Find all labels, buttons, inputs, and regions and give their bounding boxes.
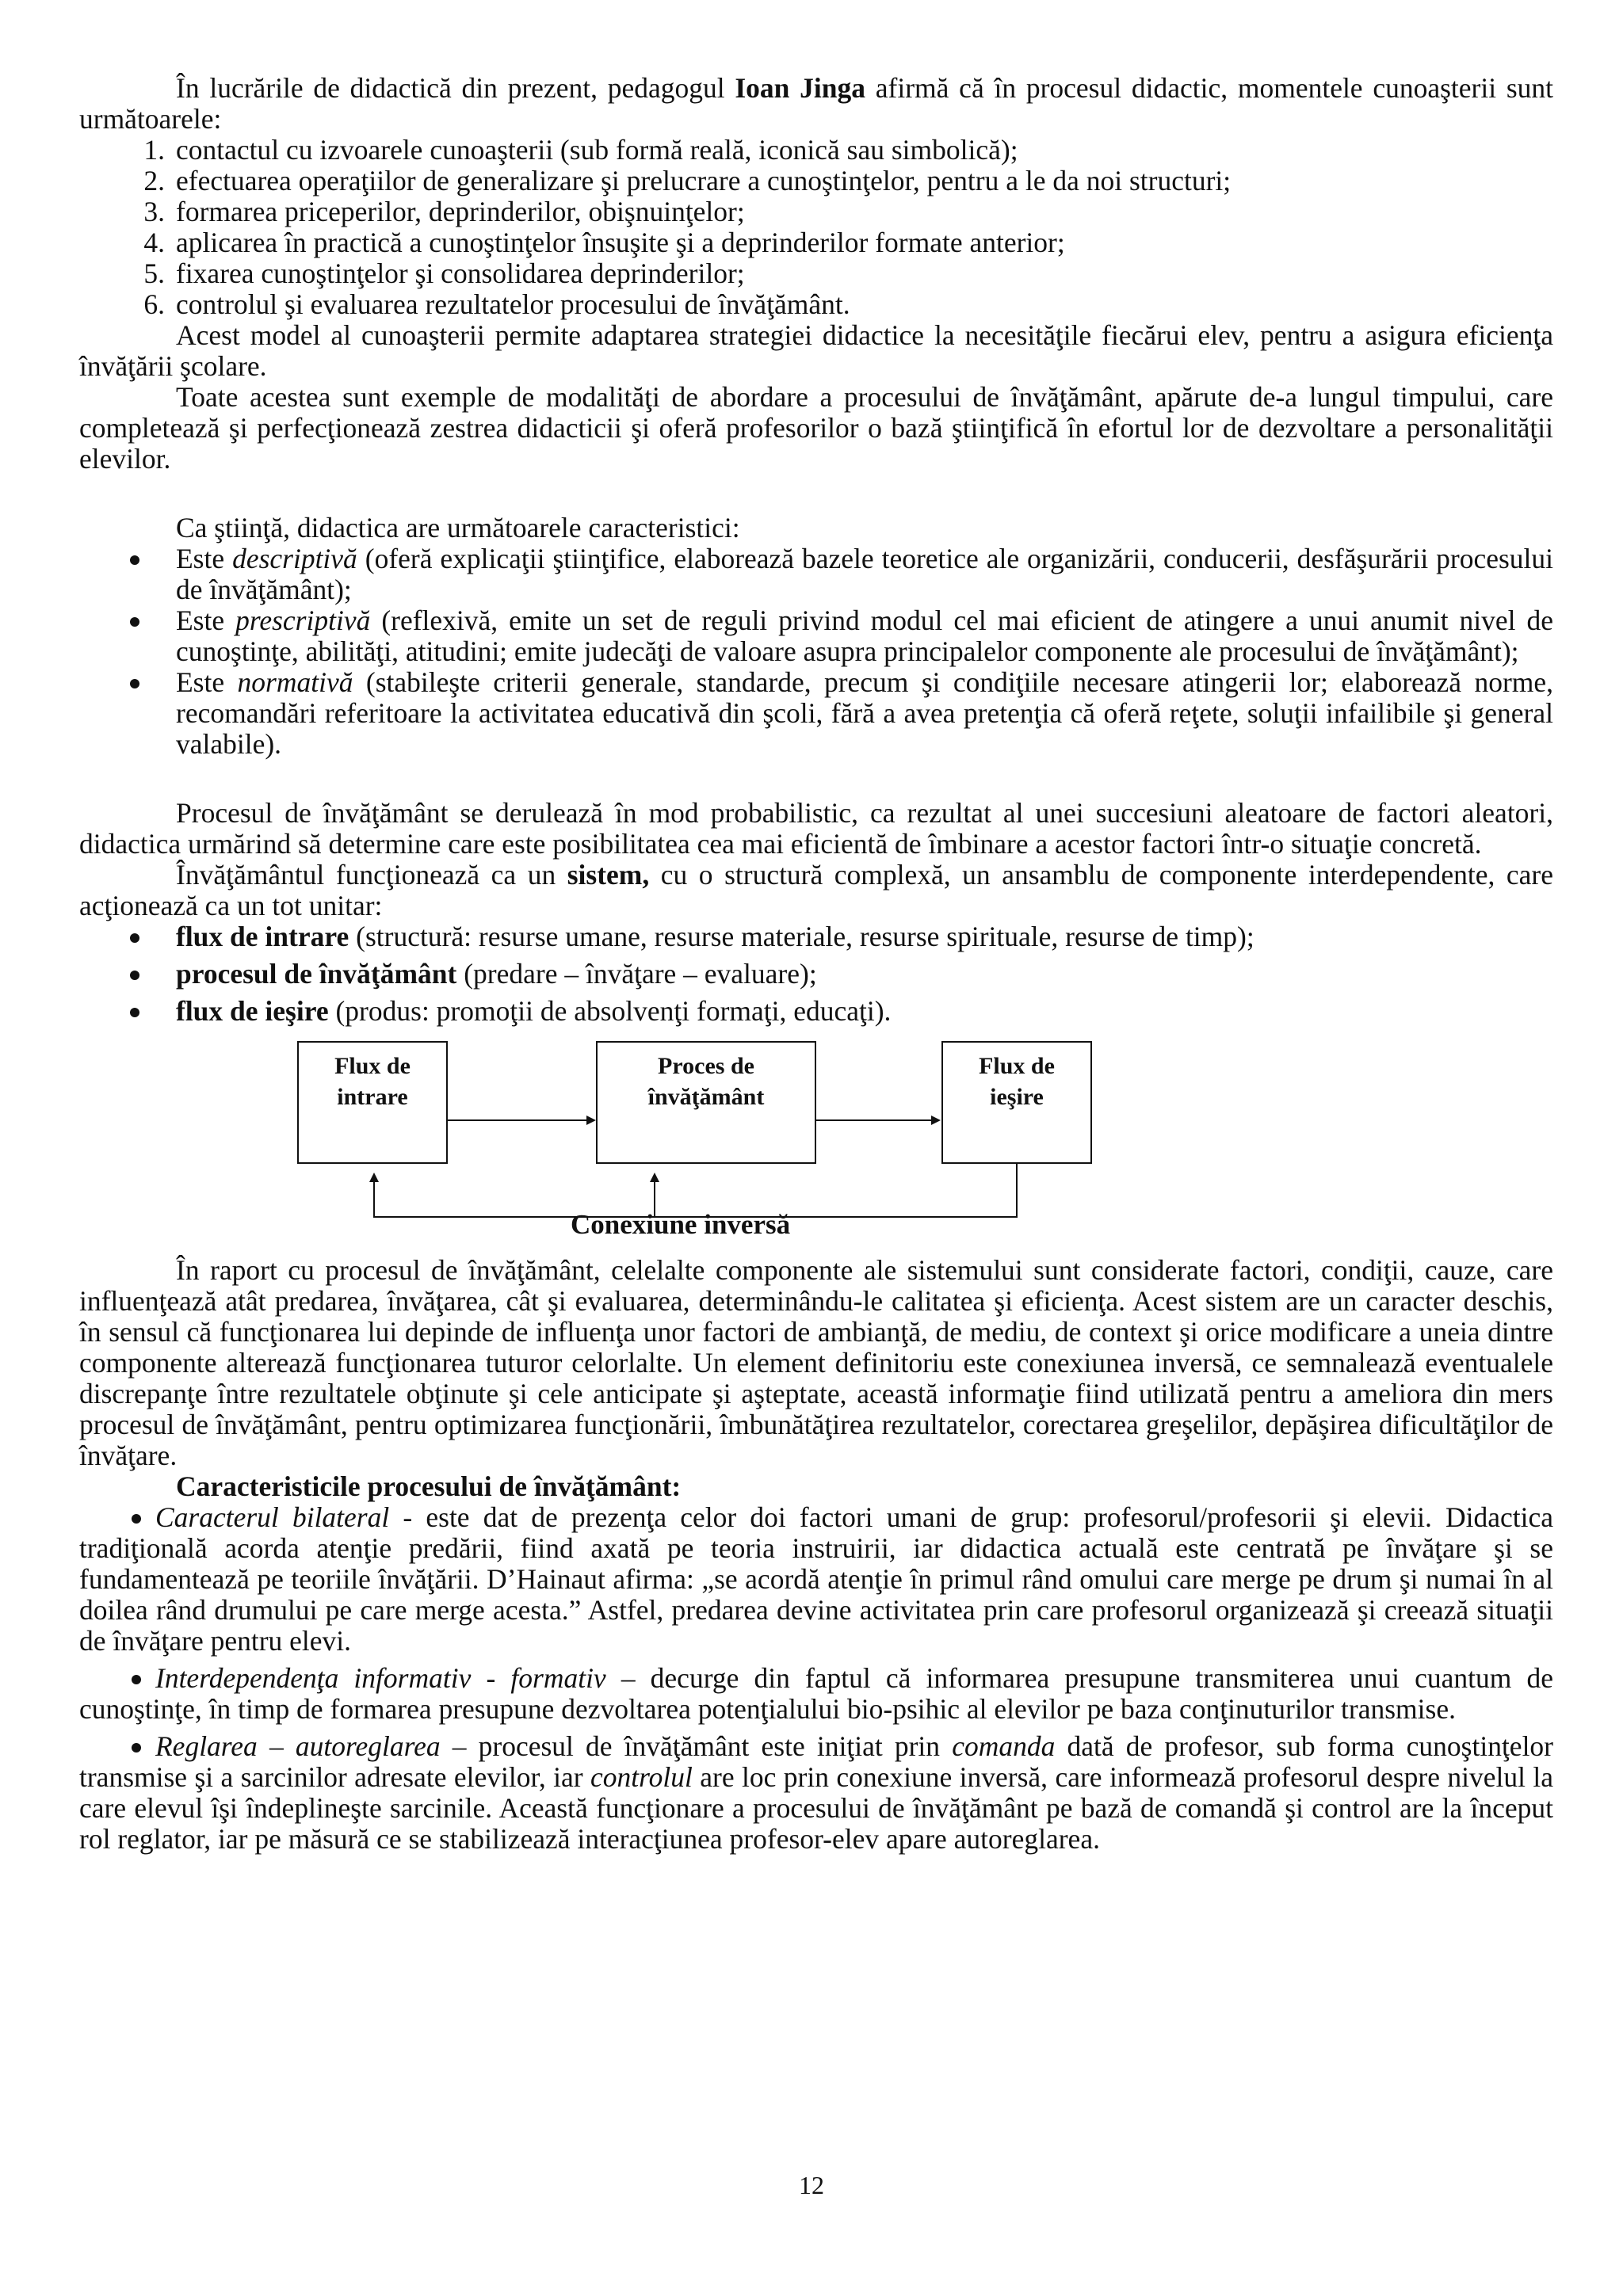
bullet-icon xyxy=(79,959,176,990)
paragraph: Acest model al cunoaşterii permite adaptarea strategiei didactice la necesităţile fiecărui elev, pentru a asigura eficienţa învăţării şcolare. xyxy=(79,319,1553,382)
output-flow-box: Flux de ieşire xyxy=(941,1041,1092,1164)
list-item: Este prescriptivă (reflexivă, emite un set de reguli privind modul cel mai eficient de atingere a unui anumit nivel de cunoştinţe, abilităţi, atitudini; emite judecăţi de valoare asupra principalelor componente ale procesului de învăţământ); xyxy=(79,605,1553,667)
list-item: Este normativă (stabileşte criterii generale, standarde, precum şi condiţiile necesare atingerii lor; elaborează norme, recomandări referitoare la activitatea educativă din şcoli, fără a avea pretenţia că oferă reţete, soluţii infailibile şi general valabile). xyxy=(79,667,1553,760)
characteristic-bilateral: Caracterul bilateral - este dat de prezenţa celor doi factori umani de grup: profesorul/profesorii şi elevii. Didactica tradiţională acorda atenţie predării, fiind axată pe teoria instruirii, iar didactica actuală este centrată pe învăţare şi se fundamentează pe teoriile învăţării. D’Hainaut afirma: „se acordă atenţie în primul rând omului care merge pe drum şi numai în al doilea rând drumului pe care merge acesta.” Astfel, predarea devine activitatea prin care profesorul organizează şi creează situaţii de învăţare pentru elevi. xyxy=(79,1501,1553,1657)
knowledge-moments-list xyxy=(79,135,1553,320)
intro-paragraph xyxy=(79,73,1553,135)
paragraph: Învăţământul funcţionează ca un sistem, cu o structură complexă, un ansamblu de componente interdependente, care acţionează ca un tot unitar: xyxy=(79,859,1553,921)
author-name: Ioan Jinga xyxy=(735,72,866,104)
paragraph: În raport cu procesul de învăţământ, celelalte componente ale sistemului sunt considerate factori, condiţii, cauze, care influenţează atât predarea, învăţarea, cât şi evaluarea, determinându-le calitatea şi eficienţa. Acest sistem are un caracter deschis, în sensul că funcţionarea lui depinde de influenţa unor factori de ambianţă, de mediu, de context şi orice modificare a uneia dintre componente alterează funcţionarea tuturor celorlalte. Un element definitoriu este conexiunea inversă, ce semnalează eventualele discrepanţe între rezultatele obţinute şi cele anticipate şi aşteptate, această informaţie fiind utilizată pentru a ameliora din mers procesul de învăţământ, pentru optimizarea funcţionării, îmbunătăţirea rezultatelor, corectarea greşelilor, depăşirea dificultăţilor de învăţare. xyxy=(79,1254,1553,1471)
feedback-label: Conexiune inversă xyxy=(571,1209,791,1240)
bullet-icon xyxy=(132,1675,141,1684)
list-item: 1. contactul cu izvoarele cunoaşterii (sub formă reală, iconică sau simbolică); xyxy=(143,134,1018,166)
document-page xyxy=(79,73,1553,1855)
list-item: 3. formarea priceperilor, deprinderilor, obişnuinţelor; xyxy=(143,196,745,227)
bullet-icon xyxy=(79,996,176,1027)
characteristic-interdependence: Interdependenţa informativ - formativ – decurge din faptul că informarea presupune transmiterea unui cuantum de cunoştinţe, în timp de formarea presupune dezvoltarea potenţialului bio-psihic al elevilor pe baza conţinuturilor transmise. xyxy=(79,1662,1553,1725)
list-item: Este descriptivă (oferă explicaţii ştiinţifice, elaborează bazele teoretice ale organizării, conducerii, desfăşurării procesului de învăţământ); xyxy=(79,543,1553,605)
bullet-icon xyxy=(79,543,176,605)
list-item: 2. efectuarea operaţiilor de generalizare şi prelucrare a cunoştinţelor, pentru a le da noi structuri; xyxy=(143,165,1232,196)
intro-text-end: afirmă că în procesul didactic, momentele cunoaşterii sunt următoarele: xyxy=(79,72,1554,135)
section-heading: Caracteristicile procesului de învăţământ: xyxy=(176,1470,682,1502)
system-flows-list xyxy=(79,921,1553,1027)
intro-text: În lucrările de didactică din prezent, pedagogul xyxy=(176,72,735,104)
system-diagram xyxy=(79,1033,1553,1255)
input-flow-box: Flux de intrare xyxy=(297,1041,448,1164)
list-item: procesul de învăţământ (predare – învăţare – evaluare); xyxy=(79,959,1553,990)
science-lead: Ca ştiinţă, didactica are următoarele caracteristici: xyxy=(176,512,740,543)
paragraph: Toate acestea sunt exemple de modalităţi de abordare a procesului de învăţământ, apărute de-a lungul timpului, care completează şi perfecţionează zestrea didacticii şi oferă profesorilor o bază ştiinţifică în efortul lor de dezvoltare a personalităţii elevilor. xyxy=(79,381,1553,475)
list-item: flux de intrare (structură: resurse umane, resurse materiale, resurse spirituale, resurse de timp); xyxy=(79,921,1553,952)
science-characteristics-list xyxy=(79,543,1553,760)
list-item: 4. aplicarea în practică a cunoştinţelor însuşite şi a deprinderilor formate anterior; xyxy=(143,227,1065,258)
list-item: 5. fixarea cunoştinţelor şi consolidarea deprinderilor; xyxy=(143,257,745,289)
bullet-icon xyxy=(132,1514,141,1524)
paragraph: Procesul de învăţământ se derulează în mod probabilistic, ca rezultat al unei succesiuni aleatoare de factori aleatori, didactica urmărind să determine care este posibilitatea cea mai eficientă de îmbinare a acestor factori într-o situaţie concretă. xyxy=(79,797,1553,860)
bullet-icon xyxy=(79,921,176,952)
characteristic-regulation: Reglarea – autoreglarea – procesul de învăţământ este iniţiat prin comanda dată de profesor, sub forma cunoştinţelor transmise şi a sarcinilor adresate elevilor, iar controlul are loc prin conexiune inversă, care informează profesorul despre nivelul la care elevul îşi îndeplineşte sarcinile. Această funcţionare a procesului de învăţământ pe bază de comandă şi control are la început rol reglator, iar pe măsură ce se stabilizează interacţiunea profesor-elev apare autoreglarea. xyxy=(79,1730,1554,1855)
list-item: 6. controlul şi evaluarea rezultatelor procesului de învăţământ. xyxy=(143,288,850,320)
bullet-icon xyxy=(79,667,176,760)
bullet-icon xyxy=(79,605,176,667)
process-box: Proces de învăţământ xyxy=(596,1041,816,1164)
page-number: 12 xyxy=(799,2171,824,2199)
list-item: flux de ieşire (produs: promoţii de absolvenţi formaţi, educaţi). xyxy=(79,996,1553,1027)
bullet-icon xyxy=(132,1743,141,1753)
